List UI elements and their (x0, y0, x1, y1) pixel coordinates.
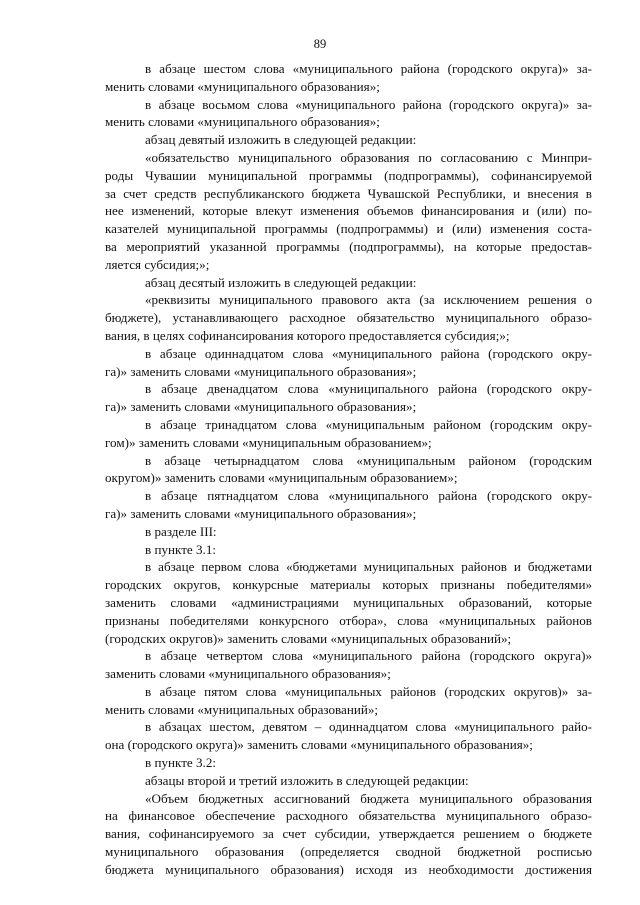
text-line: ва мероприятий указанной программы (подпрограммы), на которые предостав- (105, 238, 592, 254)
text-line: менить словами «муниципального образования»; (105, 78, 380, 94)
text-line: она (городского округа)» заменить словами «муниципального образования»; (105, 737, 533, 753)
text-line: в абзаце первом слова «бюджетами муниципальных районов и бюджетами (145, 559, 592, 575)
text-line: «реквизиты муниципального правового акта (за исключением решения о (145, 292, 592, 308)
text-line: округом)» заменить словами «муниципальным образованием»; (105, 470, 458, 486)
text-line: в абзаце пятом слова «муниципальных районов (городских округов)» за- (145, 683, 592, 699)
text-line: в пункте 3.2: (145, 755, 217, 771)
text-line: абзац девятый изложить в следующей редакции: (145, 132, 417, 148)
text-line: признаны победителями конкурсного отбора», слова «муниципальных районов (105, 612, 592, 628)
text-line: «Объем бюджетных ассигнований бюджета муниципального образования (145, 790, 592, 806)
text-line: казателей муниципальной программы (подпрограммы) и (или) изменения соста- (105, 221, 592, 237)
text-line: (городских округов)» заменить словами «муниципальных образований»; (105, 630, 512, 646)
text-line: га)» заменить словами «муниципального образования»; (105, 505, 417, 521)
text-line: га)» заменить словами «муниципального образования»; (105, 399, 417, 415)
text-line: в абзаце пятнадцатом слова «муниципального района (городского окру- (145, 488, 592, 504)
text-line: в абзаце одиннадцатом слова «муниципального района (городского окру- (145, 345, 592, 361)
text-line: за счет средств республиканского бюджета Чувашской Республики, и внесения в (105, 185, 592, 201)
text-line: бюджета муниципального образования) исходя из необходимости достижения (105, 861, 592, 877)
text-line: бюджете), устанавливающего расходное обязательство муниципального образо- (105, 310, 592, 326)
text-line: в абзаце четвертом слова «муниципального района (городского округа)» (145, 648, 592, 664)
body-text (105, 60, 592, 879)
text-line: «обязательство муниципального образования по согласованию с Минпри- (145, 149, 592, 165)
text-line: в разделе III: (145, 523, 217, 539)
text-line: в абзаце шестом слова «муниципального района (городского округа)» за- (145, 61, 592, 76)
text-line: менить словами «муниципального образования»; (105, 114, 380, 130)
text-line: на финансовое обеспечение расходного обязательства муниципального образо- (105, 808, 592, 824)
text-line: заменить словами «муниципального образования»; (105, 666, 391, 682)
text-line: роды Чувашии муниципальной программы (подпрограммы), софинансируемой (105, 167, 592, 183)
text-line: в абзаце восьмом слова «муниципального района (городского округа)» за- (145, 96, 592, 112)
text-line: в абзаце четырнадцатом слова «муниципальным районом (городским (145, 452, 592, 468)
text-line: менить словами «муниципальных образований»; (105, 701, 379, 717)
text-line: абзац десятый изложить в следующей редакции: (145, 274, 417, 290)
text-line: городских округов, конкурсные материалы которых признаны победителями» (105, 577, 592, 593)
text-line: в абзаце двенадцатом слова «муниципального района (городского окру- (145, 381, 592, 397)
text-line: заменить словами «администрациями муниципальных образований, которые (105, 594, 592, 610)
text-line: га)» заменить словами «муниципального образования»; (105, 363, 417, 379)
text-line: вания, софинансируемого за счет субсидии, утверждается решением о бюджете (105, 826, 592, 842)
text-line: в пункте 3.1: (145, 541, 217, 557)
text-line: абзацы второй и третий изложить в следующей редакции: (145, 772, 469, 788)
text-line: гом)» заменить словами «муниципальным образованием»; (105, 434, 432, 450)
text-line: ляется субсидия;»; (105, 256, 210, 272)
text-line: муниципального образования (определяется сводной бюджетной росписью (105, 844, 592, 860)
text-line: в абзацах шестом, девятом – одиннадцатом слова «муниципального райо- (145, 719, 592, 735)
text-line: нее изменений, которые влекут изменения объемов финансирования и (или) по- (105, 203, 592, 219)
text-line: в абзаце тринадцатом слова «муниципальным районом (городским окру- (145, 416, 592, 432)
page-number: 89 (313, 37, 327, 51)
text-line: вания, в целях софинансирования которого предоставляется субсидия;»; (105, 327, 510, 343)
